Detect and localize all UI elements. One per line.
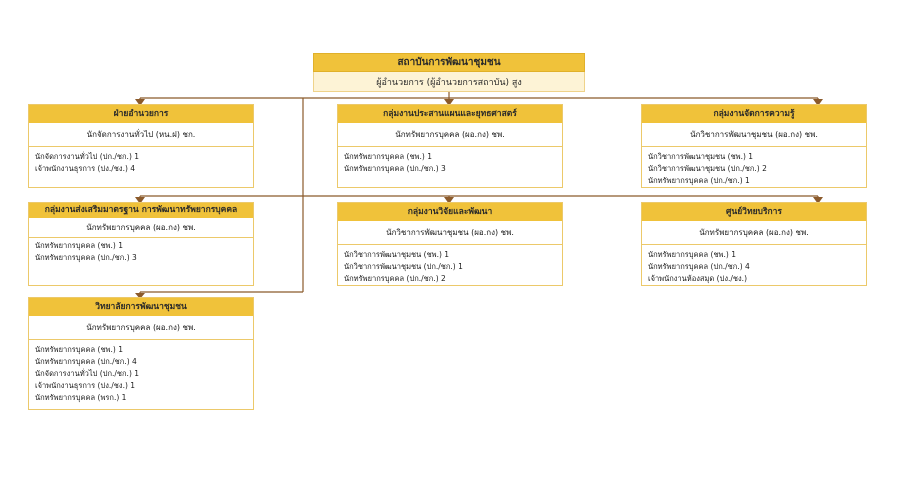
staff-item: นักทรัพยากรบุคคล (ชพ.) 1: [35, 345, 123, 354]
staff-item: นักทรัพยากรบุคคล (ชพ.) 1: [648, 250, 736, 259]
staff-item: นักทรัพยากรบุคคล (ปก./ชก.) 2: [344, 274, 446, 283]
unit-title: ศูนย์วิทยบริการ: [642, 203, 866, 221]
staff-item: นักทรัพยากรบุคคล (ปก./ชก.) 3: [344, 164, 446, 173]
staff-item: นักวิชาการพัฒนาชุมชน (ชพ.) 1: [648, 152, 754, 161]
staff-item: นักทรัพยากรบุคคล (ปก./ชก.) 4: [648, 262, 750, 271]
staff-list: [29, 147, 253, 175]
staff-item: นักทรัพยากรบุคคล (ชพ.) 1: [344, 152, 432, 161]
staff-item: นักทรัพยากรบุคคล (ปก./ชก.) 4: [35, 357, 137, 366]
staff-item: นักทรัพยากรบุคคล (พรก.) 1: [35, 393, 127, 402]
staff-list: [338, 147, 562, 175]
unit-title: กลุ่มงานจัดการความรู้: [642, 105, 866, 123]
staff-item: เจ้าพนักงานธุรการ (ปง./ชง.) 4: [35, 164, 136, 173]
staff-list: [642, 147, 866, 187]
unit-head: นักทรัพยากรบุคคล (ผอ.กง) ชพ.: [338, 123, 562, 147]
staff-item: นักทรัพยากรบุคคล (ชพ.) 1: [35, 241, 123, 250]
root-title: สถาบันการพัฒนาชุมชน: [313, 53, 585, 72]
staff-item: นักทรัพยากรบุคคล (ปก./ชก.) 1: [648, 176, 750, 185]
staff-item: นักจัดการงานทั่วไป (ปก./ชก.) 1: [35, 152, 140, 161]
staff-list: [338, 245, 562, 285]
staff-item: นักทรัพยากรบุคคล (ปก./ชก.) 3: [35, 253, 137, 262]
unit-head: นักทรัพยากรบุคคล (ผอ.กง) ชพ.: [642, 221, 866, 245]
staff-item: เจ้าพนักงานธุรการ (ปง./ชง.) 1: [35, 381, 136, 390]
staff-item: เจ้าพนักงานห้องสมุด (ปง./ชง.): [648, 274, 747, 283]
staff-item: นักวิชาการพัฒนาชุมชน (ชพ.) 1: [344, 250, 450, 259]
staff-item: นักวิชาการพัฒนาชุมชน (ปก./ชก.) 2: [648, 164, 767, 173]
unit-head: นักจัดการงานทั่วไป (หน.ฝ) ชก.: [29, 123, 253, 147]
unit-head: นักวิชาการพัฒนาชุมชน (ผอ.กง) ชพ.: [642, 123, 866, 147]
unit-head: นักวิชาการพัฒนาชุมชน (ผอ.กง) ชพ.: [338, 221, 562, 245]
staff-item: นักวิชาการพัฒนาชุมชน (ปก./ชก.) 1: [344, 262, 463, 271]
root-subtitle: ผู้อำนวยการ (ผู้อำนวยการสถาบัน) สูง: [313, 72, 585, 92]
unit-planning: [337, 104, 563, 188]
unit-knowledge: [641, 104, 867, 188]
staff-list: [29, 238, 253, 264]
unit-title: กลุ่มงานวิจัยและพัฒนา: [338, 203, 562, 221]
unit-service: [641, 202, 867, 286]
unit-research: [337, 202, 563, 286]
unit-admin: [28, 104, 254, 188]
unit-college: [28, 297, 254, 410]
staff-item: นักจัดการงานทั่วไป (ปก./ชก.) 1: [35, 369, 140, 378]
unit-title: กลุ่มงานประสานแผนและยุทธศาสตร์: [338, 105, 562, 123]
staff-list: [29, 340, 253, 404]
unit-hrstandard: [28, 202, 254, 286]
unit-title: วิทยาลัยการพัฒนาชุมชน: [29, 298, 253, 316]
unit-head: นักทรัพยากรบุคคล (ผอ.กง) ชพ.: [29, 218, 253, 238]
staff-list: [642, 245, 866, 285]
unit-head: นักทรัพยากรบุคคล (ผอ.กง) ชพ.: [29, 316, 253, 340]
unit-title: ฝ่ายอำนวยการ: [29, 105, 253, 123]
unit-title: กลุ่มงานส่งเสริมมาตรฐาน การพัฒนาทรัพยากรบุคคล: [29, 203, 253, 218]
